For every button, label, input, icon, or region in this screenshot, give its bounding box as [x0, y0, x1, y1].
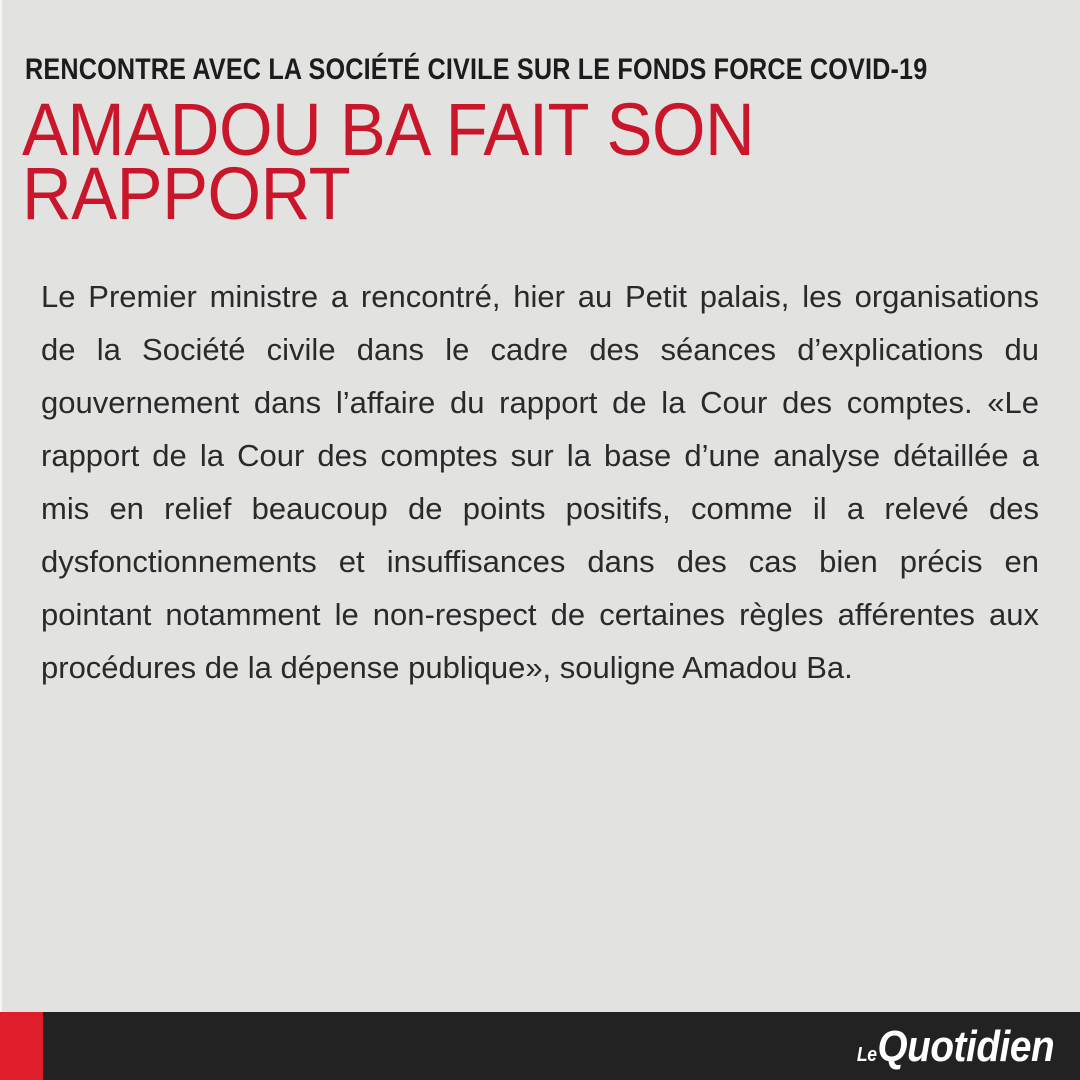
article-headline [22, 88, 755, 235]
article-body: Le Premier ministre a rencontré, hier au Petit palais, les organisations de la Société civile dans le cadre des séances d’explications du gouvernement dans l’affaire du rapport de la Cour des comptes. «Le rapport de la Cour des comptes sur la base d’une analyse détaillée a mis en relief beaucoup de points positifs, comme il a relevé des dysfonctionnements et insuffisances dans des cas bien précis en pointant notamment le non-respect de certaines règles afférentes aux procédures de la dépense publique», souligne Amadou Ba. [41, 279, 1039, 685]
headline-line-1: AMADOU BA FAIT SON [22, 88, 755, 171]
brand-logo-prefix: Le [856, 1044, 877, 1066]
footer-accent-block [0, 1012, 43, 1080]
brand-logo-name: Quotidien [877, 1022, 1054, 1071]
article-kicker: RENCONTRE AVEC LA SOCIÉTÉ CIVILE SUR LE FONDS FORCE COVID-19 [25, 53, 928, 86]
page-left-edge [0, 0, 2, 1012]
brand-logo [857, 1022, 1054, 1072]
footer-bar [0, 1012, 1080, 1080]
headline-line-2: RAPPORT [22, 152, 351, 235]
